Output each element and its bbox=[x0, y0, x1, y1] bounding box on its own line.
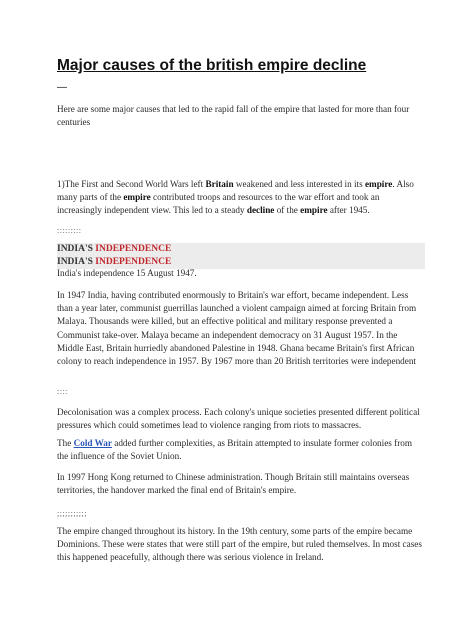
document-title: Major causes of the british empire decline bbox=[57, 57, 367, 74]
india-date-line: India's independence 15 August 1947. bbox=[57, 268, 197, 278]
cold-war-paragraph: The Cold War added further complexities, as Britain attempted to insulate former colonies from the influence of the Soviet Union. bbox=[57, 438, 413, 462]
keyword-empire: empire bbox=[123, 192, 151, 203]
keyword-empire: empire bbox=[364, 179, 393, 189]
intro-paragraph: Here are some major causes that led to the rapid fall of the empire that lasted for more than four centuries bbox=[57, 104, 410, 128]
title-dash: — bbox=[57, 82, 67, 93]
decolonisation-paragraph: Decolonisation was a complex process. Each colony's unique societies presented different political pressures which could sometimes lead to violence ranging from riots to massacres. bbox=[57, 407, 420, 431]
section-heading-india: INDIA'S INDEPENDENCE bbox=[57, 243, 425, 256]
keyword-decline: decline bbox=[246, 205, 275, 216]
separator-dots: ::::::::: bbox=[57, 226, 82, 235]
keyword-empire: empire bbox=[300, 205, 328, 216]
keyword-britain: Britain bbox=[205, 179, 234, 189]
hong-kong-paragraph: In 1997 Hong Kong returned to Chinese administration. Though Britain still maintains overseas territories, the handover marked the final end of Britain's empire. bbox=[57, 472, 410, 496]
wars-paragraph: 1)The First and Second World Wars left Britain weakened and less interested in its empire. Also many parts of the empire contributed troops and resources to the war effort and took an increasingly independent view. This led to a steady decline of the empire after 1945. bbox=[57, 179, 414, 216]
section-heading-india-repeat: INDIA'S INDEPENDENCE bbox=[57, 256, 425, 269]
cold-war-link[interactable]: Cold War bbox=[73, 438, 112, 448]
dominions-paragraph: The empire changed throughout its history. In the 19th century, some parts of the empire became Dominions. These were states that were still part of the empire, but ruled themselves. In most cases this happened peacefully, although there was serious violence in Ireland. bbox=[57, 526, 422, 563]
independence-paragraph: In 1947 India, having contributed enormously to Britain's war effort, became independent. Less than a year later, communist guerrillas launched a violent campaign aimed at forcing Britain from Malaya. Thousands were killed, but an effective political and military response prevented a Communist take-over. Malaya became an independent democracy on 31 August 1957. In the Middle East, Britain hurriedly abandoned Palestine in 1948. Ghana became Britain's first African colony to reach independence in 1957. By 1967 more than 20 British territories were independent bbox=[57, 290, 417, 367]
separator-dots: ;;;;;;;;;;; bbox=[57, 509, 87, 518]
separator-dots: :::: bbox=[57, 387, 68, 396]
